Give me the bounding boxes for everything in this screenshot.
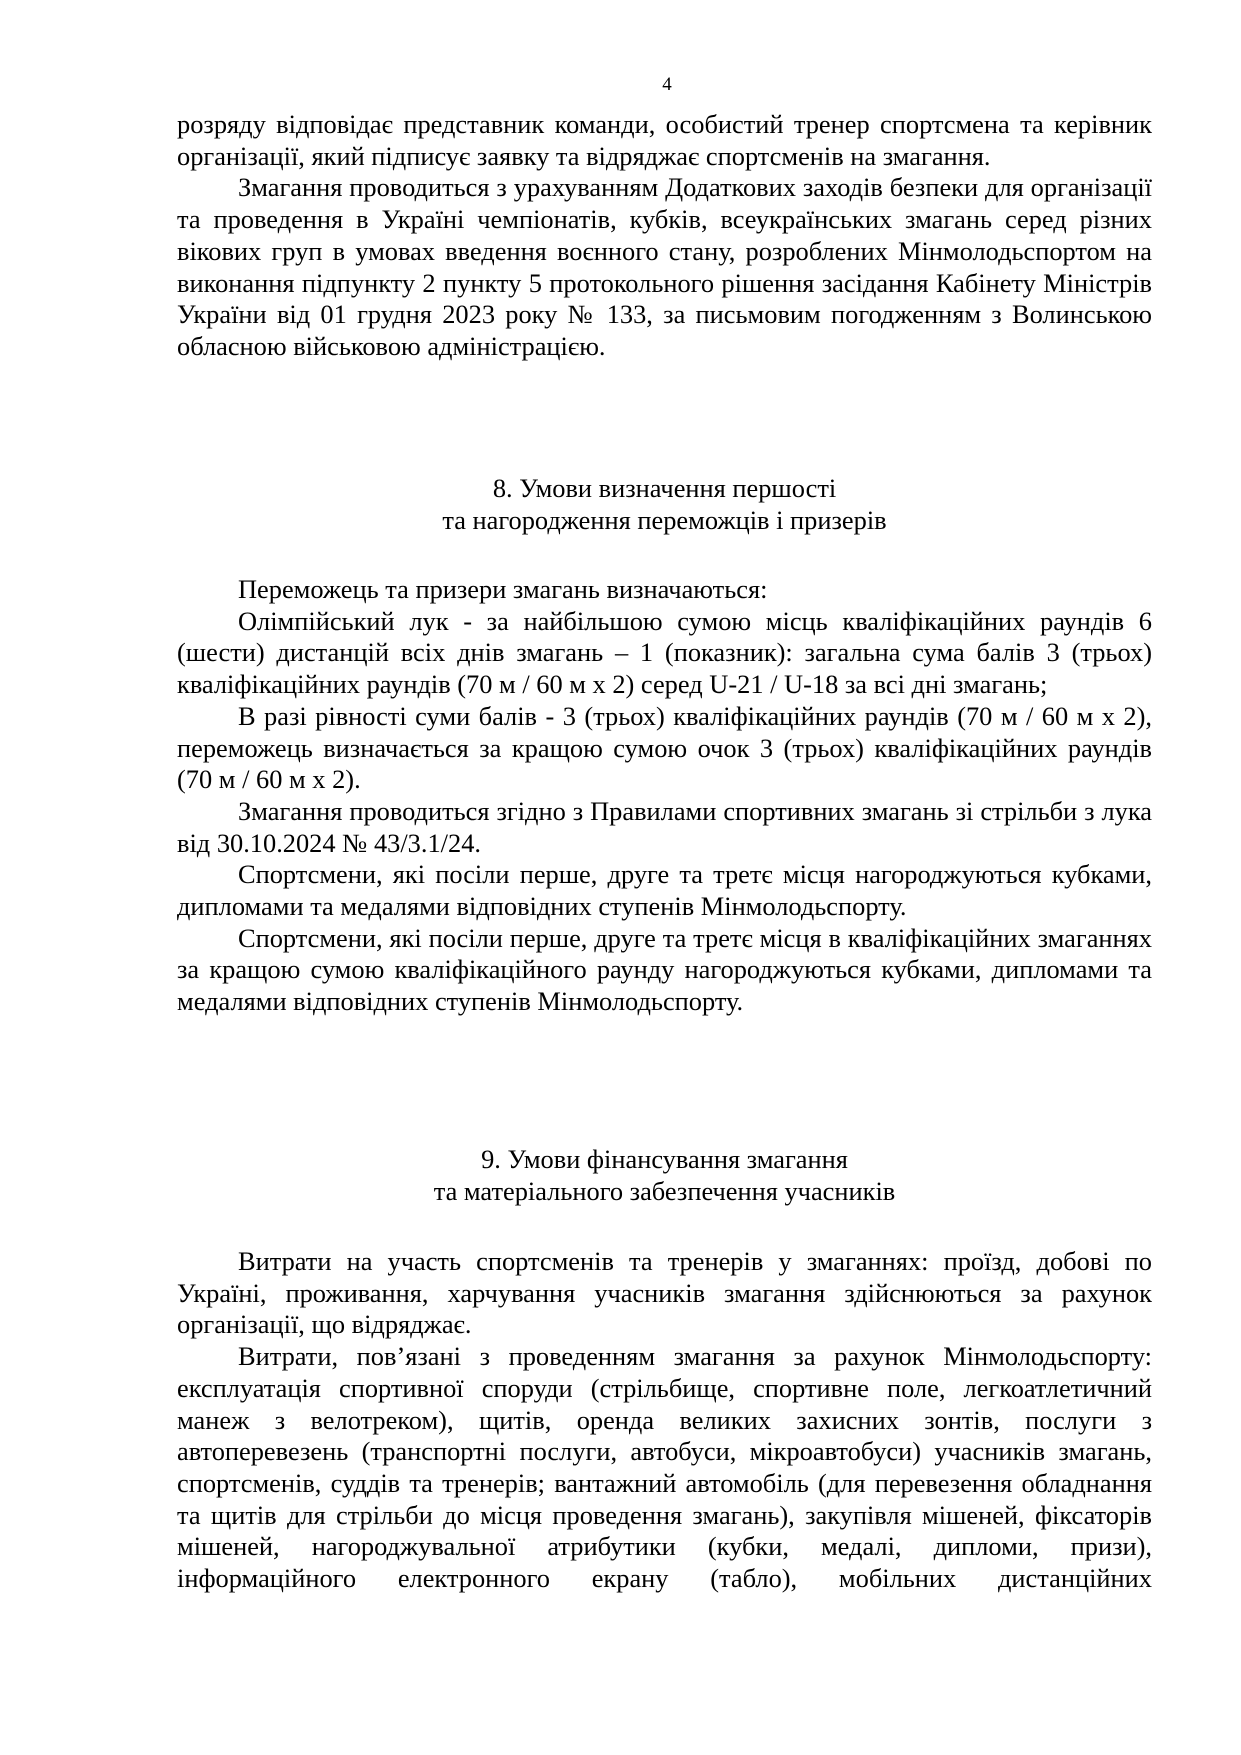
section-9-title-line2: та матеріального забезпечення учасників <box>433 1175 896 1206</box>
page-number: 4 <box>662 74 672 95</box>
section-8-heading <box>177 473 1152 536</box>
paragraph: Олімпійський лук - за найбільшою сумою місць кваліфікаційних раундів 6 (шести) дистанцій всіх днів змагань – 1 (показник): загальна сума балів 3 (трьох) кваліфікаційних раундів (70 м / 60 м х 2) серед U-21 / U-18 за всі дні змагань; <box>177 605 1152 700</box>
section-9-body <box>177 1246 1152 1595</box>
section-9-title-line1: 9. Умови фінансування змагання <box>481 1144 848 1174</box>
paragraph: Витрати на участь спортсменів та тренерів у змаганнях: проїзд, добові по Україні, проживання, харчування учасників змагання здійснюються за рахунок організації, що відряджає. <box>177 1246 1152 1340</box>
section-8-title-line1: 8. Умови визначення першості <box>492 473 837 503</box>
paragraph: Спортсмени, які посіли перше, друге та третє місця нагороджуються кубками, дипломами та медалями відповідних ступенів Мінмолодьспорту. <box>177 859 1152 922</box>
paragraph-continuation: розряду відповідає представник команди, особистий тренер спортсмена та керівник організації, який підписує заявку та відряджає спортсменів на змагання. <box>177 109 1152 171</box>
intro-section <box>177 109 1152 363</box>
paragraph-safety-measures: Змагання проводиться з урахуванням Додаткових заходів безпеки для організації та проведення в Україні чемпіонатів, кубків, всеукраїнських змагань серед різних вікових груп в умовах введення воєнного стану, розроблених Мінмолодьспортом на виконання підпункту 2 пункту 5 протокольного рішення засідання Кабінету Міністрів України від 01 грудня 2023 року № 133, за письмовим погодженням з Волинською обласною військовою адміністрацією. <box>177 172 1152 361</box>
paragraph: Переможець та призери змагань визначаються: <box>238 574 768 604</box>
section-9-heading <box>177 1144 1152 1207</box>
paragraph: Витрати, пов’язані з проведенням змагання за рахунок Мінмолодьспорту: експлуатація спортивної споруди (стрільбище, спортивне поле, легкоатлетичний манеж з велотреком), щитів, оренда великих захисних зонтів, послуги з автоперевезень (транспортні послуги, автобуси, мікроавтобуси) учасників змагань, спортсменів, суддів та тренерів; вантажний автомобіль (для перевезення обладнання та щитів для стрільби до місця проведення змагань), закупівля мішеней, фіксаторів мішеней, нагороджувальної атрибутики (кубки, медалі, дипломи, призи), інформаційного електронного екрану (табло), мобільних дистанційних <box>177 1341 1152 1594</box>
paragraph: В разі рівності суми балів - 3 (трьох) кваліфікаційних раундів (70 м / 60 м х 2), переможець визначається за кращою сумою очок 3 (трьох) кваліфікаційних раундів (70 м / 60 м х 2). <box>177 700 1152 795</box>
paragraph: Змагання проводиться згідно з Правилами спортивних змагань зі стрільби з лука від 30.10.2024 № 43/3.1/24. <box>177 795 1152 858</box>
section-8-body <box>177 574 1152 1018</box>
section-8-title-line2: та нагородження переможців і призерів <box>442 504 887 535</box>
paragraph: Спортсмени, які посіли перше, друге та третє місця в кваліфікаційних змаганнях за кращою сумою кваліфікаційного раунду нагороджуються кубками, дипломами та медалями відповідних ступенів Мінмолодьспорту. <box>177 922 1152 1017</box>
